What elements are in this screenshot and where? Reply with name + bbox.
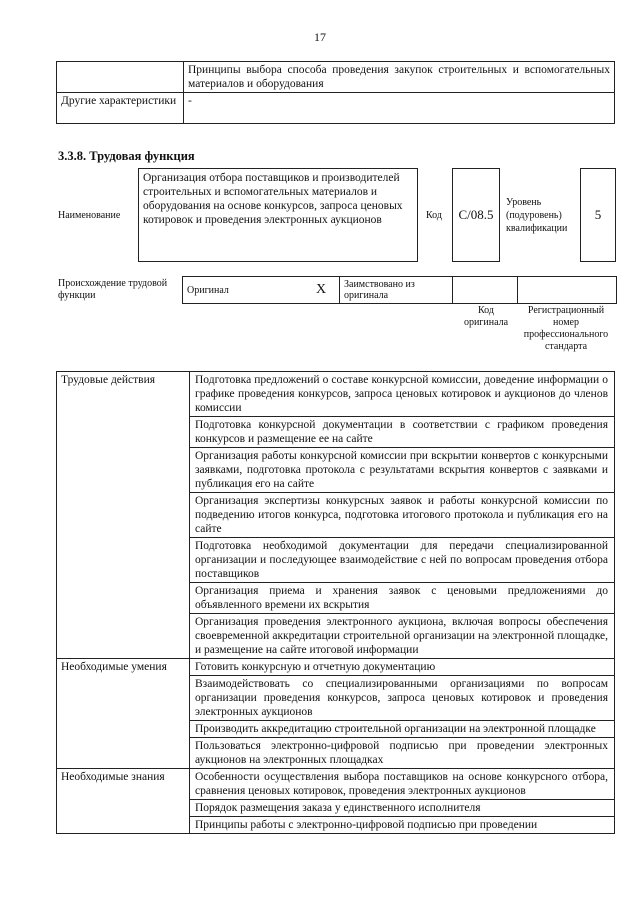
name-label: Наименование (58, 210, 121, 221)
code-value: C/08.5 (452, 168, 500, 262)
labor-action-item: Подготовка необходимой документации для передачи специализированной организации и последующее взаимодействие с ней по вопросам проведения отбора поставщиков (190, 538, 615, 583)
level-value: 5 (580, 168, 616, 262)
origin-code-cell (453, 277, 518, 304)
knowledge-item: Особенности осуществления выбора поставщиков на основе конкурсного отбора, сравнения ценовых котировок, проведения электронных аукционов (190, 769, 615, 800)
knowledge-item: Принципы работы с электронно-цифровой подписью при проведении (190, 817, 615, 834)
labor-action-item: Подготовка предложений о составе конкурсной комиссии, доведение информации о графике проведения конкурсов, запроса ценовых котировок и аукционов до членов комиссии (190, 372, 615, 417)
origin-label: Происхождение трудовой функции (58, 278, 168, 301)
skills-label: Необходимые умения (57, 659, 190, 769)
labor-action-item: Подготовка конкурсной документации в соответствии с графиком проведения конкурсов и размещение ее на сайте (190, 417, 615, 448)
origin-borrowed-cell: Заимствовано из оригинала (340, 277, 453, 304)
knowledge-label: Необходимые знания (57, 769, 190, 834)
other-characteristics-value: - (184, 93, 615, 124)
top-table (56, 61, 615, 124)
labor-action-item: Организация проведения электронного аукциона, включая вопросы обеспечения своевременной аккредитации строительной организации на электронной площадке, и размещение на сайте итоговой информации (190, 614, 615, 659)
origin-table (182, 276, 617, 304)
code-label: Код (426, 210, 442, 221)
top-empty-cell (57, 62, 184, 93)
labor-action-item: Организация приема и хранения заявок с ценовыми предложениями до объявленного времени их вскрытия (190, 583, 615, 614)
skill-item: Производить аккредитацию строительной организации на электронной площадке (190, 721, 615, 738)
labor-action-item: Организация экспертизы конкурсных заявок и работы конкурсной комиссии по подведению итогов конкурса, подготовка итогового протокола и публикация его на сайте (190, 493, 615, 538)
labor-actions-label: Трудовые действия (57, 372, 190, 659)
level-label: Уровень (подуровень) квалификации (506, 197, 568, 234)
origin-original-cell: Оригинал (183, 277, 304, 304)
top-row1-text: Принципы выбора способа проведения закупок строительных и вспомогательных материалов и оборудования (184, 62, 615, 93)
code-original-caption: Код оригинала (463, 305, 509, 328)
origin-mark: X (303, 277, 340, 304)
reg-number-caption: Регистрационный номер профессионального стандарта (523, 305, 609, 352)
page-number: 17 (314, 30, 326, 44)
knowledge-item: Порядок размещения заказа у единственного исполнителя (190, 800, 615, 817)
origin-reg-cell (518, 277, 617, 304)
other-characteristics-label: Другие характеристики (57, 93, 184, 124)
main-table (56, 371, 615, 834)
skill-item: Взаимодействовать со специализированными организациями по вопросам организации проведения конкурсов, запроса ценовых котировок и проведения электронных аукционов (190, 676, 615, 721)
labor-action-item: Организация работы конкурсной комиссии при вскрытии конвертов с конкурсными заявками, подготовка протокола с результатами вскрытия конвертов с заявками и публикация его на сайте (190, 448, 615, 493)
skill-item: Пользоваться электронно-цифровой подписью при проведении электронных аукционов на электронных площадках (190, 738, 615, 769)
section-title: 3.3.8. Трудовая функция (58, 149, 195, 163)
skill-item: Готовить конкурсную и отчетную документацию (190, 659, 615, 676)
name-value: Организация отбора поставщиков и производителей строительных и вспомогательных материалов и оборудования на основе конкурсов, запроса ценовых котировок и проведения электронных аукционов (138, 168, 418, 262)
